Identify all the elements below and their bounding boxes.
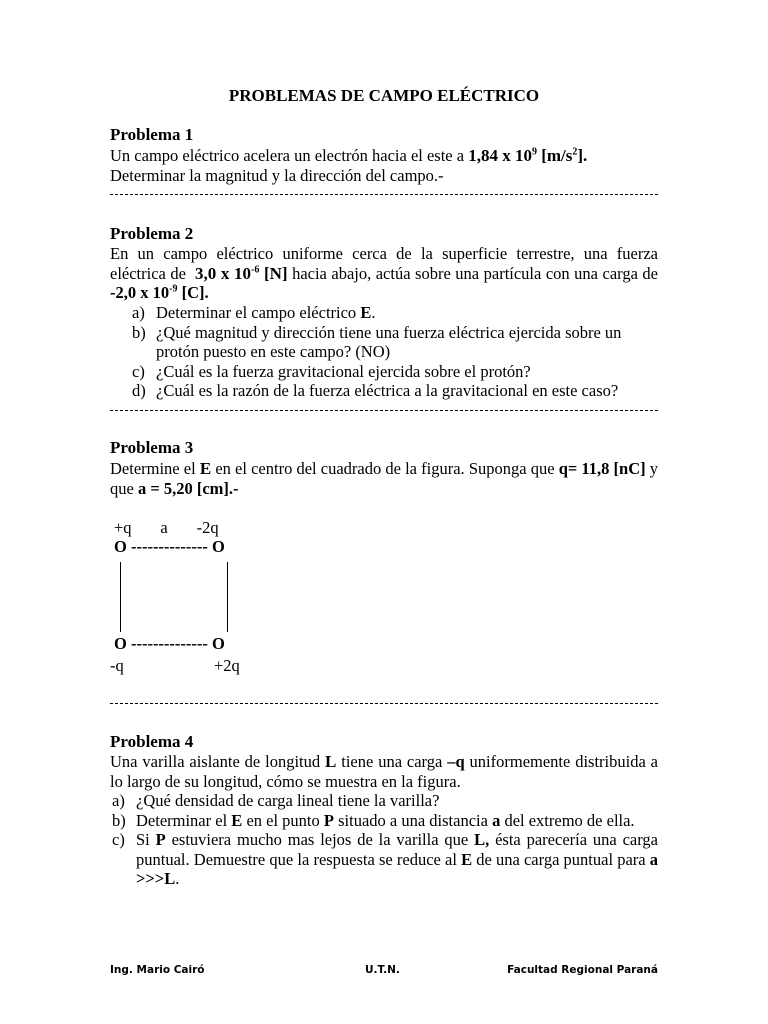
list-item <box>110 303 658 323</box>
problem-1-sentence: Un campo eléctrico acelera un electrón hacia el este a <box>110 146 469 165</box>
acceleration-exponent: 9 <box>531 146 537 158</box>
item-bold: P <box>323 810 334 830</box>
acceleration-unit: [m/s <box>536 146 573 165</box>
charge-exponent: -9 <box>169 283 178 295</box>
item-text: estuviera mucho mas lejos de la varilla que <box>165 830 475 849</box>
length-symbol: L <box>325 752 337 771</box>
charge-value: q= 11,8 [nC] <box>558 459 646 478</box>
item-text: del extremo de ella. <box>500 810 635 830</box>
charge-base: -2,0 x 10 <box>110 283 170 302</box>
item-bold: E <box>461 849 473 869</box>
figure-top-labels: +q a -2q <box>114 518 219 537</box>
item-bold: L, <box>474 830 490 849</box>
item-text: . <box>175 869 180 888</box>
problem-3-sentence-mid: en el centro del cuadrado de la figura. Suponga que <box>211 459 559 478</box>
force-unit: [N] <box>259 263 288 283</box>
item-text: Si <box>136 830 156 849</box>
figure-top-row: O -------------- O <box>114 537 225 556</box>
item-text: ¿Cuál es la razón de la fuerza eléctrica a la gravitacional en este caso? <box>156 381 619 400</box>
item-text: de una carga puntual para <box>472 849 650 869</box>
item-bold: E <box>231 810 243 830</box>
problem-3-sentence-and: y que <box>110 459 659 498</box>
problem-3-text <box>110 459 658 498</box>
separator <box>110 703 658 704</box>
item-bold: P <box>155 830 166 849</box>
problem-4-sentence-end: uniformemente distribuida a lo largo de su longitud, cómo se muestra en la figura. <box>110 752 659 791</box>
side-value: a = 5,20 [cm].- <box>137 478 239 498</box>
item-label: a) <box>132 303 145 322</box>
list-item <box>110 323 658 362</box>
item-text: Determinar el <box>136 810 232 830</box>
problem-1-heading: Problema 1 <box>110 125 194 144</box>
figure-bottom-row: O -------------- O <box>114 634 225 653</box>
item-text: ésta parecería una carga puntual. Demuestre que la respuesta se reduce al <box>136 830 658 869</box>
figure-bottom-right-label: +2q <box>214 656 240 675</box>
problem-2-text <box>110 244 658 303</box>
field-symbol: E <box>199 459 212 478</box>
item-label: d) <box>132 381 146 400</box>
footer-institution: U.T.N. <box>365 964 400 976</box>
footer-author: Ing. Mario Cairó <box>110 964 205 976</box>
list-item <box>110 830 658 889</box>
force-base: 3,0 x 10 <box>194 263 251 283</box>
item-bold: a >>>L <box>136 849 659 888</box>
problem-4-text <box>110 752 658 791</box>
item-label: a) <box>112 791 125 810</box>
problem-3-sentence-start: Determine el <box>110 459 200 478</box>
item-bold: a <box>492 810 501 830</box>
figure-bottom-left-label: -q <box>110 656 124 675</box>
problem-1-text <box>110 146 658 166</box>
figure-left-side <box>120 562 121 632</box>
acceleration-unit-exponent: 2 <box>572 146 578 158</box>
item-bold: E <box>360 303 372 322</box>
acceleration-base: 1,84 x 10 <box>468 146 532 165</box>
problem-4-sentence-mid: tiene una carga <box>336 752 448 771</box>
acceleration-unit-end: ]. <box>577 146 588 165</box>
item-text: ¿Qué densidad de carga lineal tiene la varilla? <box>136 791 440 810</box>
problem-3-heading: Problema 3 <box>110 438 194 457</box>
problem-2-sentence-mid: hacia abajo, actúa sobre una partícula con una carga de <box>287 263 658 283</box>
item-label: c) <box>132 361 145 381</box>
force-exponent: -6 <box>250 263 260 275</box>
figure-right-side <box>227 562 228 632</box>
item-label: b) <box>132 322 146 342</box>
item-text: ¿Cuál es la fuerza gravitacional ejercida sobre el protón? <box>156 361 531 381</box>
separator <box>110 194 658 195</box>
list-item <box>110 381 658 401</box>
problem-2-heading: Problema 2 <box>110 224 194 243</box>
problem-4-heading: Problema 4 <box>110 732 194 751</box>
charge-symbol: –q <box>447 752 465 771</box>
charge-unit: [C]. <box>177 283 209 302</box>
separator <box>110 410 658 411</box>
problem-2-sentence-start: En un campo eléctrico uniforme cerca de la superficie terrestre, una fuerza eléctrica de <box>110 244 658 283</box>
list-item <box>110 811 658 831</box>
problem-4-sentence-start: Una varilla aislante de longitud <box>110 752 326 771</box>
item-end: . <box>371 303 376 322</box>
list-item <box>110 362 658 382</box>
item-text: ¿Qué magnitud y dirección tiene una fuerza eléctrica ejercida sobre un protón puesto en este campo? (NO) <box>156 322 622 361</box>
item-text: en el punto <box>242 810 324 830</box>
list-item <box>110 791 658 811</box>
item-label: b) <box>112 810 126 830</box>
item-text: situado a una distancia <box>333 810 493 830</box>
page-title: PROBLEMAS DE CAMPO ELÉCTRICO <box>228 86 540 105</box>
problem-1-question: Determinar la magnitud y la dirección del campo.- <box>110 166 444 185</box>
problem-4-list <box>110 791 658 889</box>
problem-2-list <box>110 303 658 401</box>
item-label: c) <box>112 830 125 849</box>
footer-faculty: Facultad Regional Paraná <box>507 964 658 976</box>
item-text: Determinar el campo eléctrico <box>156 303 361 322</box>
